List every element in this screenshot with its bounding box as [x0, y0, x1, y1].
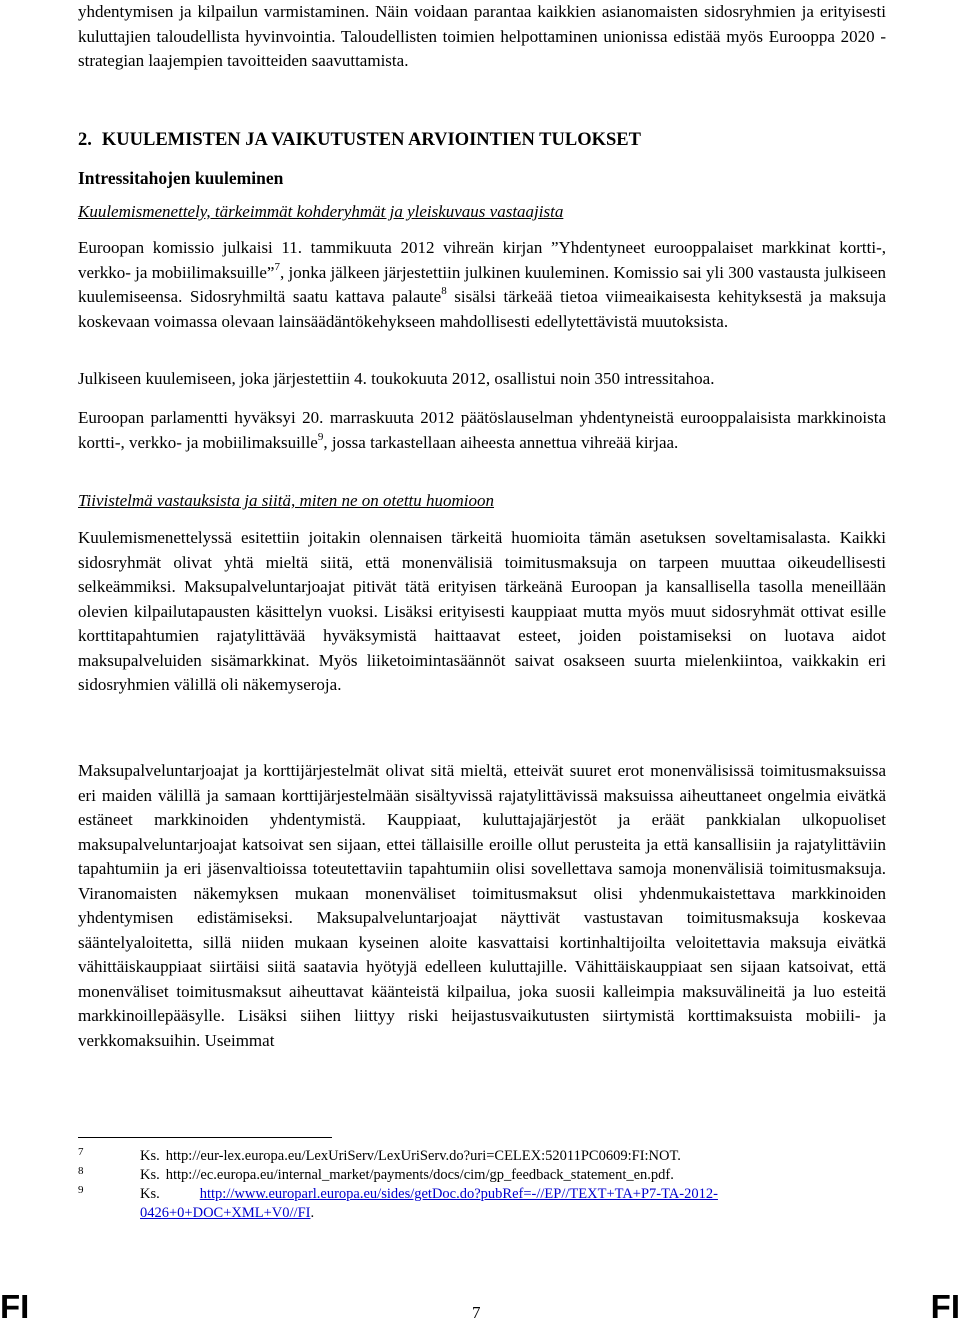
footnote-prefix: Ks.: [140, 1167, 160, 1183]
footnote-separator: [78, 1137, 332, 1138]
footnote-prefix: Ks.: [140, 1186, 160, 1202]
page-number: 7: [472, 1303, 481, 1322]
subheading: Intressitahojen kuuleminen: [78, 168, 284, 188]
footnote-mark: 9: [78, 1184, 84, 1196]
footnote-suffix: .: [310, 1205, 315, 1221]
footnote-link[interactable]: http://www.europarl.europa.eu/sides/getDoc.do?pubRef=-//EP//TEXT+TA+P7-TA-2012-0426+0+DOC+XML+V0//FI: [140, 1186, 718, 1221]
section-heading: [78, 130, 641, 151]
footnote-8: [78, 1166, 886, 1185]
subsection-title-consultation: Kuulemismenettely, tärkeimmät kohderyhmät ja yleiskuvaus vastaajista: [78, 202, 564, 221]
footnotes: [78, 1147, 886, 1223]
paragraph-providers: Maksupalveluntarjoajat ja korttijärjestelmät olivat sitä mieltä, etteivät suuret erot monenvälisissä toimitusmaksuissa eri maiden välillä ja samaan korttijärjestelmään sisältyvissä rajatylittävissä maksuissa aiheuttaneet ongelmia eivätkä estäneet markkinoiden yhdentymistä. Kauppiaat, kuluttajajärjestöt ja eräät pankkialan ulkopuoliset maksupalveluntarjoajat katsoivat sen sijaan, ettei tällaisille eroille ollut perusteita ja että kansallisiin ja rajatylittäviin tapahtumiin ja eri jäsenvaltioissa toteutettaviin tapahtumiin olisi sovellettava samoja monenvälisiä toimitusmaksuja. Viranomaisten näkemyksen mukaan monenväliset toimitusmaksut olisi yhdenmukaistettava markkinoiden yhdentymisen edistämiseksi. Maksupalveluntarjoajat näyttivät vastustavan toimitusmaksuja koskevaa sääntelyaloitetta, sillä niiden mukaan kyseinen aloite kasvattaisi kortinhaltijoilta veloitettavia maksuja eivätkä vähittäiskauppiaat siirtäisi siitä saatavia hyötyjä edelleen kuluttajille. Vähittäiskauppiaat sen sijaan katsoivat, että monenväliset toimitusmaksut aiheuttavat käänteistä kilpailua, joka suosii kalleimpia maksuvälineitä ja luo esteitä markkinoillepääsylle. Lisäksi siihen liittyy riski heijastusvaikutusten siirtymistä korttimaksuista mobiili- ja verkkomaksuihin. Useimmat: [78, 761, 886, 1050]
footer-language-right: FI: [930, 1288, 960, 1325]
intro-paragraph: yhdentymisen ja kilpailun varmistaminen. Näin voidaan parantaa kaikkien asianomaisten sidosryhmien ja erityisesti kuluttajien taloudellista hyvinvointia. Taloudellisten toimien helpottaminen unionissa edistää myös Eurooppa 2020 -strategian laajempien tavoitteiden saavuttamista.: [78, 2, 886, 70]
footnote-mark: 7: [78, 1146, 84, 1158]
paragraph-text: Euroopan komissio julkaisi 11. tammikuuta 2012 vihreän kirjan ”Yhdentyneet eurooppalaiset markkinat kortti-, verkko- ja mobiilimaksuille”: [78, 238, 886, 282]
footnote-ref-9[interactable]: 9: [317, 430, 324, 443]
subsection-title-summary: Tiivistelmä vastauksista ja siitä, miten ne on otettu huomioon: [78, 491, 495, 510]
paragraph-parliament: [78, 406, 886, 455]
paragraph-green-paper: [78, 236, 886, 334]
footnote-url: http://ec.europa.eu/internal_market/payments/docs/cim/gp_feedback_statement_en.pdf.: [165, 1167, 674, 1183]
footnote-ref-7[interactable]: 7: [274, 260, 280, 273]
footer-language-left: FI: [0, 1288, 30, 1325]
footnote-7: [78, 1147, 886, 1166]
paragraph-text: , jonka jälkeen järjestettiin julkinen kuuleminen. Komissio sai yli 300 vastausta julkiseen kuulemiseensa. Sidosryhmiltä saatu kattava palaute: [78, 262, 886, 306]
footnote-ref-8[interactable]: 8: [441, 285, 447, 298]
paragraph-text: Euroopan parlamentti hyväksyi 20. marraskuuta 2012 päätöslauselman yhdentyneistä eurooppalaisista markkinoista kortti-, verkko- ja mobiilimaksuille: [78, 408, 886, 452]
section-title: KUULEMISTEN JA VAIKUTUSTEN ARVIOINTIEN TULOKSET: [101, 130, 641, 150]
footnote-url: http://eur-lex.europa.eu/LexUriServ/LexUriServ.do?uri=CELEX:52011PC0609:FI:NOT.: [165, 1148, 681, 1164]
paragraph-summary: Kuulemismenettelyssä esitettiin joitakin olennaisen tärkeitä huomioita tämän asetuksen soveltamisalasta. Kaikki sidosryhmät olivat yhtä mieltä siitä, että monenvälisiä toimitusmaksuja on tarpeen muuttaa oikeudellisesti selkeämmiksi. Maksupalveluntarjoajat pitivät tätä erityisen tärkeänä Euroopan ja kansallisella tasolla meneillään olevien kilpailutapausten käsittelyn vuoksi. Lisäksi erityisesti kauppiaat mutta myös muut sidosryhmät ottivat esille korttitapahtumien rajatylittävää hyväksymistä haittaavat esteet, joiden poistamiseksi on luotava aidot maksupalveluiden sisämarkkinat. Myös liiketoimintasäännöt saivat osakseen suurta mielenkiintoa, vaikkakin eri sidosryhmien välillä oli näkemyseroja.: [78, 528, 886, 694]
paragraph-text: sisälsi tärkeää tietoa viimeaikaisesta kehityksestä ja maksuja koskevaan voimassa olevaan lainsäädäntökehykseen mahdollisesti edellytettävistä muutoksista.: [78, 287, 886, 331]
section-number: 2.: [78, 130, 92, 150]
footnote-mark: 8: [78, 1165, 84, 1177]
footnote-prefix: Ks.: [140, 1148, 160, 1164]
footnote-9: [78, 1185, 886, 1223]
paragraph-hearing: Julkiseen kuulemiseen, joka järjestettiin 4. toukokuuta 2012, osallistui noin 350 intressitahoa.: [78, 369, 715, 388]
paragraph-text: , jossa tarkastellaan aiheesta annettua vihreää kirjaa.: [323, 432, 679, 452]
